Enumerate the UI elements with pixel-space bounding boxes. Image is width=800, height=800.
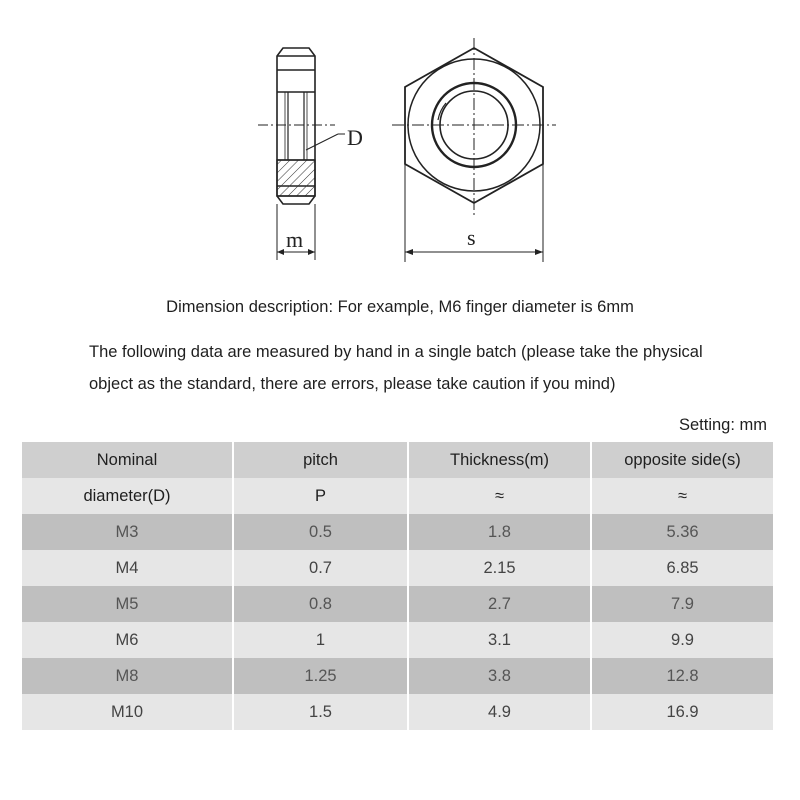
table-cell: 0.5 <box>233 514 408 550</box>
table-cell: 1 <box>233 622 408 658</box>
table-row <box>22 550 773 586</box>
table-cell: 2.15 <box>408 550 591 586</box>
header-cell: pitch <box>233 442 408 478</box>
header-cell: opposite side(s) <box>591 442 773 478</box>
table-cell: 1.5 <box>233 694 408 730</box>
label-d: D <box>347 125 363 150</box>
header-cell: P <box>233 478 408 514</box>
table-cell: M6 <box>22 622 233 658</box>
table-cell: 5.36 <box>591 514 773 550</box>
table-row <box>22 622 773 658</box>
table-cell: M3 <box>22 514 233 550</box>
table-cell: 9.9 <box>591 622 773 658</box>
table-cell: 16.9 <box>591 694 773 730</box>
table-cell: 0.7 <box>233 550 408 586</box>
label-m: m <box>286 227 304 252</box>
table-cell: 1.8 <box>408 514 591 550</box>
table-cell: M8 <box>22 658 233 694</box>
table-row <box>22 694 773 730</box>
table-cell: 1.25 <box>233 658 408 694</box>
table-cell: 12.8 <box>591 658 773 694</box>
header-cell: ≈ <box>408 478 591 514</box>
table-cell: 7.9 <box>591 586 773 622</box>
table-row <box>22 586 773 622</box>
nut-technical-drawing <box>0 0 800 290</box>
table-row <box>22 658 773 694</box>
header-cell: Nominal <box>22 442 233 478</box>
label-s: s <box>467 225 476 250</box>
table-header-row <box>22 478 773 514</box>
table-cell: 2.7 <box>408 586 591 622</box>
measurement-note: The following data are measured by hand in a single batch (please take the physical object as the standard, there are errors, please take caution if you mind) <box>89 343 703 393</box>
table-header-row <box>22 442 773 478</box>
table-cell: 3.8 <box>408 658 591 694</box>
header-cell: Thickness(m) <box>408 442 591 478</box>
unit-label: Setting: mm <box>678 416 767 434</box>
table-cell: M4 <box>22 550 233 586</box>
table-cell: 0.8 <box>233 586 408 622</box>
dimension-caption: Dimension description: For example, M6 finger diameter is 6mm <box>166 298 634 316</box>
table-cell: M10 <box>22 694 233 730</box>
table-cell: 6.85 <box>591 550 773 586</box>
size-table <box>22 442 773 730</box>
table-cell: 3.1 <box>408 622 591 658</box>
table-cell: 4.9 <box>408 694 591 730</box>
table-row <box>22 514 773 550</box>
table-cell: M5 <box>22 586 233 622</box>
header-cell: ≈ <box>591 478 773 514</box>
header-cell: diameter(D) <box>22 478 233 514</box>
